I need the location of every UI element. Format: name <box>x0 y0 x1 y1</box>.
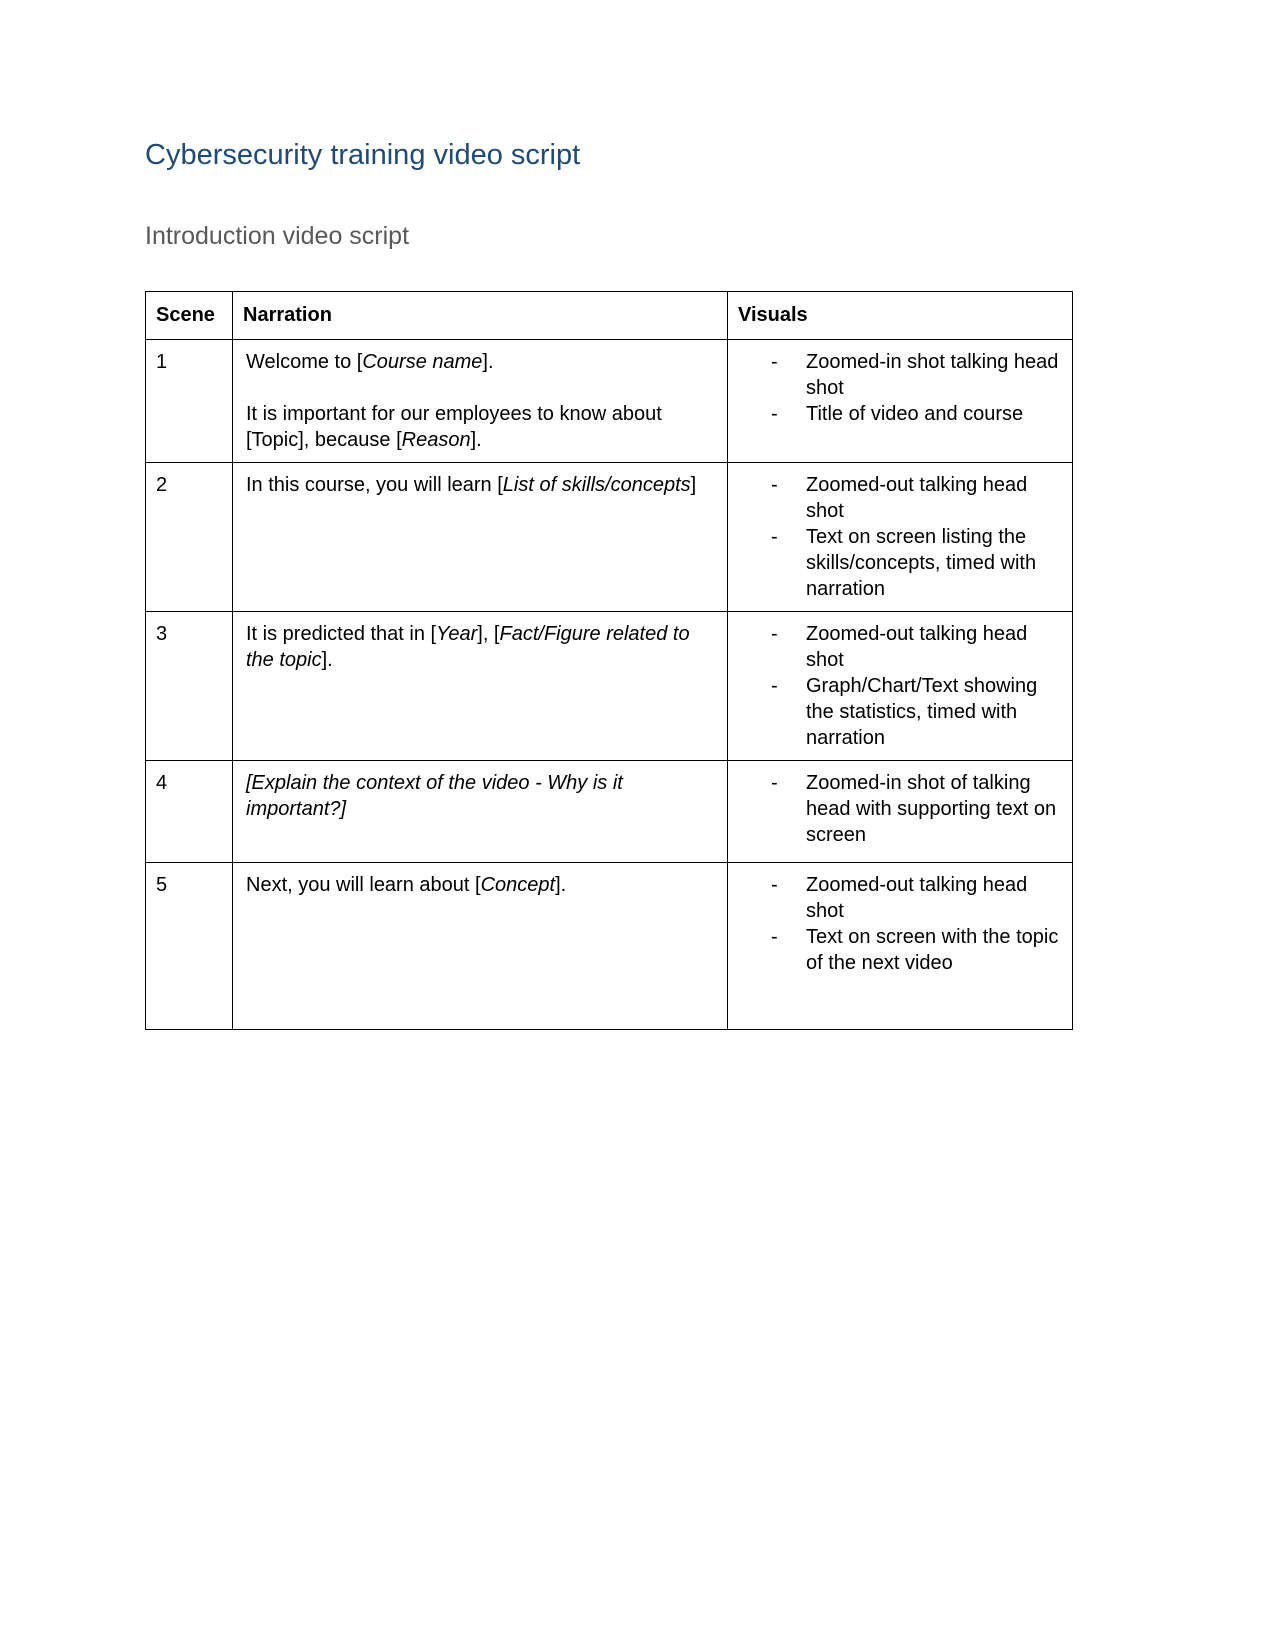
narration-paragraph <box>246 375 713 401</box>
scene-number: 1 <box>146 340 233 463</box>
table-row <box>146 340 1073 463</box>
table-row <box>146 761 1073 863</box>
visuals-list <box>728 872 1066 976</box>
narration-text: It is important for our employees to know about [Topic], because [ <box>246 403 662 451</box>
narration-text: Welcome to [ <box>246 351 363 373</box>
placeholder-text: List of skills/concepts <box>502 474 691 496</box>
narration-text: ]. <box>470 429 482 451</box>
visual-item: - Graph/Chart/Text showing the statistics, timed with narration <box>806 673 1066 751</box>
header-narration: Narration <box>233 292 728 340</box>
table-row <box>146 612 1073 761</box>
placeholder-text: Reason <box>401 429 471 451</box>
visuals-list <box>728 472 1066 602</box>
placeholder-text: Year <box>436 623 478 645</box>
page-subtitle: Introduction video script <box>145 222 410 250</box>
visual-item: - Title of video and course <box>806 401 1066 427</box>
placeholder-text: Course name <box>362 351 483 373</box>
narration-paragraph <box>246 621 713 673</box>
page-title: Cybersecurity training video script <box>145 139 581 171</box>
placeholder-text: Concept <box>480 874 556 896</box>
script-table-body <box>146 340 1073 1030</box>
visuals-list <box>728 621 1066 751</box>
visual-item: - Zoomed-in shot talking head shot <box>806 349 1066 401</box>
visuals-cell <box>728 340 1073 463</box>
visuals-cell <box>728 863 1073 1030</box>
narration-text: In this course, you will learn [ <box>246 474 503 496</box>
narration-paragraph <box>246 401 713 453</box>
visuals-list <box>728 770 1066 848</box>
narration-cell <box>233 612 728 761</box>
narration-paragraph <box>246 472 713 498</box>
visuals-cell <box>728 463 1073 612</box>
scene-number: 2 <box>146 463 233 612</box>
narration-text: ] <box>690 474 697 496</box>
narration-text: It is predicted that in [ <box>246 623 437 645</box>
table-header-row <box>146 292 1073 340</box>
narration-text: ], [ <box>477 623 500 645</box>
header-scene: Scene <box>146 292 233 340</box>
visual-item: - Text on screen with the topic of the next video <box>806 924 1066 976</box>
narration-cell <box>233 463 728 612</box>
narration-paragraph <box>246 349 713 375</box>
visual-item: - Text on screen listing the skills/concepts, timed with narration <box>806 524 1066 602</box>
placeholder-text: [Explain the context of the video - Why is it important?] <box>246 772 623 820</box>
narration-cell <box>233 761 728 863</box>
narration-text: ]. <box>482 351 494 373</box>
scene-number: 3 <box>146 612 233 761</box>
header-visuals: Visuals <box>728 292 1073 340</box>
narration-text: Next, you will learn about [ <box>246 874 481 896</box>
narration-paragraph <box>246 872 713 898</box>
visuals-list <box>728 349 1066 427</box>
narration-cell <box>233 340 728 463</box>
table-row <box>146 463 1073 612</box>
script-table <box>145 291 1073 1030</box>
visual-item: - Zoomed-out talking head shot <box>806 872 1066 924</box>
narration-cell <box>233 863 728 1030</box>
narration-text: ]. <box>555 874 567 896</box>
table-row <box>146 863 1073 1030</box>
visual-item: - Zoomed-out talking head shot <box>806 621 1066 673</box>
narration-paragraph <box>246 770 713 822</box>
visual-item: - Zoomed-in shot of talking head with supporting text on screen <box>806 770 1066 848</box>
scene-number: 5 <box>146 863 233 1030</box>
visuals-cell <box>728 761 1073 863</box>
scene-number: 4 <box>146 761 233 863</box>
visual-item: - Zoomed-out talking head shot <box>806 472 1066 524</box>
placeholder-text: Fact/Figure related to the topic <box>246 623 690 671</box>
visuals-cell <box>728 612 1073 761</box>
narration-text: ]. <box>321 649 333 671</box>
